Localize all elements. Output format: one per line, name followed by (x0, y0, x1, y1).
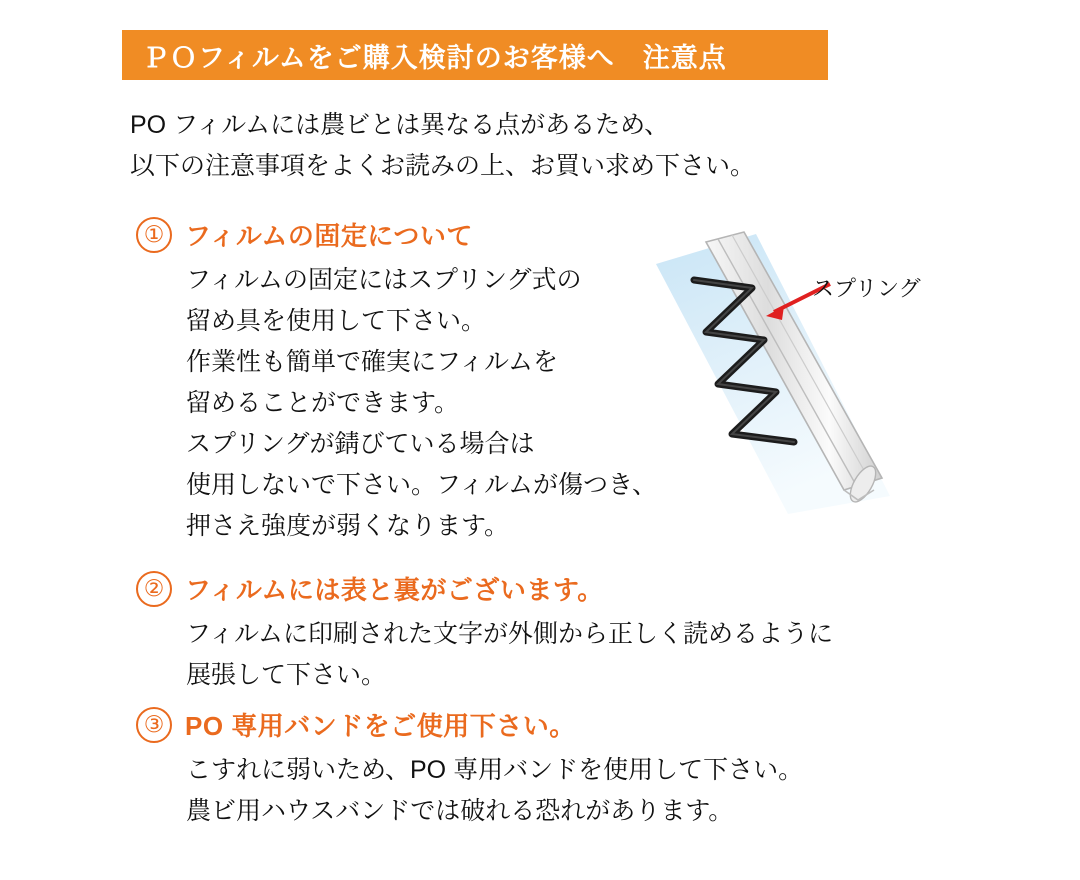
page-title: ＰＯフィルムをご購入検討のお客様へ 注意点 (142, 42, 727, 73)
header-banner (122, 30, 828, 80)
intro-line: 以下の注意事項をよくお読みの上、お買い求め下さい。 (130, 152, 756, 180)
section-number-badge: ② (136, 571, 172, 607)
body-line: スプリングが錆びている場合は (186, 430, 535, 458)
section-title: PO 専用バンドをご使用下さい。 (185, 711, 576, 741)
body-line: こすれに弱いため、PO 専用バンドを使用して下さい。 (186, 756, 804, 784)
section-title: フィルムの固定について (185, 221, 473, 251)
section-number-badge: ① (136, 217, 172, 253)
section-body (186, 750, 803, 832)
body-line: フィルムに印刷された文字が外側から正しく読めるように (186, 620, 834, 648)
section-title: フィルムには表と裏がございます。 (185, 575, 604, 605)
section-film-front-back (136, 570, 833, 696)
section-number-badge: ③ (136, 707, 172, 743)
spring-label: スプリング (812, 276, 921, 301)
body-line: 展張して下さい。 (186, 661, 387, 689)
body-line: 使用しないで下さい。フィルムが傷つき、 (186, 471, 658, 499)
section-header (136, 216, 706, 253)
section-header (136, 570, 833, 607)
section-po-band (136, 706, 803, 832)
body-line: 留めることができます。 (186, 389, 460, 417)
section-body (186, 260, 706, 547)
body-line: 押さえ強度が弱くなります。 (186, 512, 510, 540)
intro-paragraph (130, 105, 950, 187)
body-line: 留め具を使用して下さい。 (186, 307, 487, 335)
section-body (186, 614, 833, 696)
section-film-fixing (136, 216, 706, 547)
body-line: フィルムの固定にはスプリング式の (186, 266, 582, 294)
body-line: 作業性も簡単で確実にフィルムを (186, 348, 559, 376)
section-header (136, 706, 803, 743)
intro-line: PO フィルムには農ビとは異なる点があるため、 (130, 111, 670, 139)
body-line: 農ビ用ハウスバンドでは破れる恐れがあります。 (186, 797, 734, 825)
